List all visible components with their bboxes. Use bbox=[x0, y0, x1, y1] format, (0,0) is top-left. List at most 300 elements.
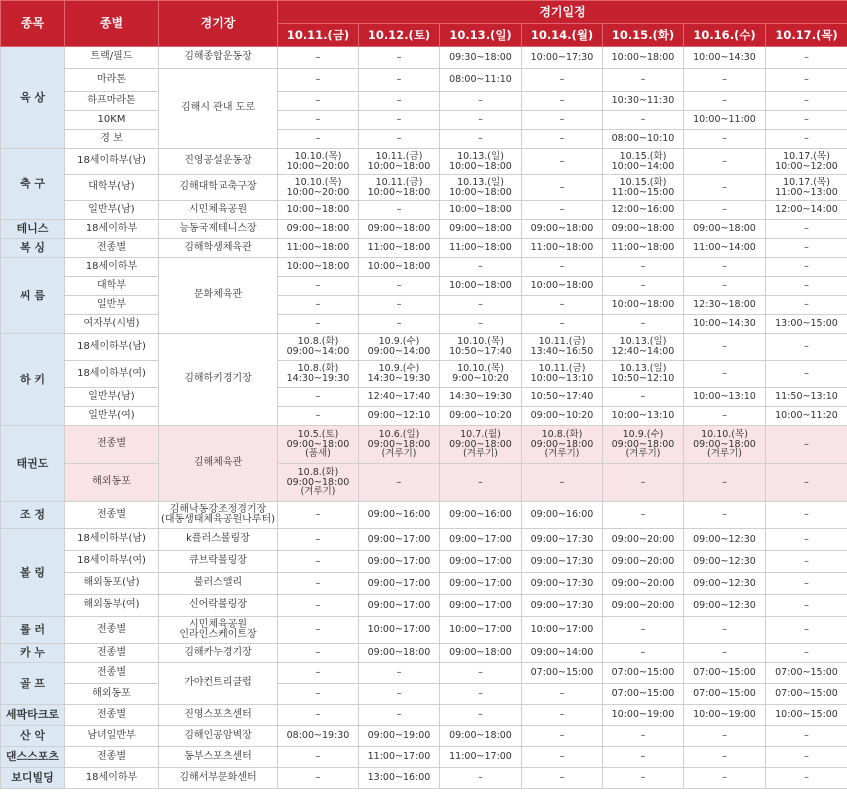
schedule-cell: 11:00~18:00 bbox=[603, 239, 684, 258]
event-name: 18세이하부 bbox=[65, 768, 159, 789]
schedule-cell: 09:00~18:00 bbox=[440, 220, 522, 239]
event-name: 해외동포 bbox=[65, 464, 159, 502]
schedule-cell: 09:00~18:00 bbox=[359, 220, 440, 239]
schedule-cell: 10:00~18:00 bbox=[603, 47, 684, 69]
schedule-cell: 10.13.(일) 10:50~12:10 bbox=[603, 361, 684, 388]
schedule-cell: 10.9.(수) 09:00~14:00 bbox=[359, 334, 440, 361]
schedule-cell: – bbox=[766, 296, 847, 315]
schedule-cell: 09:00~12:10 bbox=[359, 407, 440, 426]
schedule-cell: 10.17.(목) 10:00~12:00 bbox=[766, 149, 847, 175]
schedule-cell: – bbox=[766, 220, 847, 239]
schedule-cell: 10.9.(수) 14:30~19:30 bbox=[359, 361, 440, 388]
schedule-cell: 09:00~20:00 bbox=[603, 595, 684, 617]
schedule-cell: 10:00~18:00 bbox=[359, 258, 440, 277]
schedule-cell: – bbox=[440, 768, 522, 789]
table-row bbox=[1, 726, 847, 747]
schedule-cell: 10:00~18:00 bbox=[278, 258, 359, 277]
schedule-cell: – bbox=[359, 201, 440, 220]
venue-name: 김해낙동강조정경기장 (대동생태체육공원나루터) bbox=[159, 502, 278, 529]
schedule-cell: – bbox=[522, 726, 603, 747]
schedule-cell: 10.13.(일) 10:00~18:00 bbox=[440, 149, 522, 175]
schedule-cell: 10.13.(일) 10:00~18:00 bbox=[440, 175, 522, 201]
schedule-cell: – bbox=[359, 705, 440, 726]
schedule-cell: 11:00~18:00 bbox=[278, 239, 359, 258]
schedule-cell: 10.10.(목) 10:50~17:40 bbox=[440, 334, 522, 361]
table-row bbox=[1, 201, 847, 220]
schedule-cell: 09:00~17:30 bbox=[522, 529, 603, 551]
schedule-cell: – bbox=[359, 130, 440, 149]
schedule-cell: – bbox=[684, 747, 766, 768]
header-event: 종별 bbox=[65, 1, 159, 47]
sport-name: 복 싱 bbox=[1, 239, 65, 258]
venue-name: 김해시 관내 도로 bbox=[159, 69, 278, 149]
schedule-cell: 09:00~12:30 bbox=[684, 529, 766, 551]
schedule-cell: – bbox=[440, 464, 522, 502]
schedule-cell: – bbox=[684, 768, 766, 789]
schedule-cell: 10.15.(화) 10:00~14:00 bbox=[603, 149, 684, 175]
schedule-cell: 10.8.(화) 14:30~19:30 bbox=[278, 361, 359, 388]
table-row bbox=[1, 426, 847, 464]
schedule-cell: 10:00~18:00 bbox=[440, 201, 522, 220]
event-name: 18세이하부 bbox=[65, 220, 159, 239]
schedule-cell: 09:00~18:00 bbox=[684, 220, 766, 239]
event-name: 전종별 bbox=[65, 502, 159, 529]
schedule-cell: – bbox=[766, 768, 847, 789]
table-row bbox=[1, 175, 847, 201]
header-sport: 종목 bbox=[1, 1, 65, 47]
schedule-cell: 10:30~11:30 bbox=[603, 92, 684, 111]
schedule-cell: – bbox=[440, 684, 522, 705]
event-name: 18세이하부(여) bbox=[65, 551, 159, 573]
schedule-cell: 09:30~18:00 bbox=[440, 47, 522, 69]
venue-name: 진영스포츠센터 bbox=[159, 705, 278, 726]
schedule-cell: – bbox=[522, 296, 603, 315]
table-row bbox=[1, 663, 847, 684]
schedule-cell: – bbox=[766, 644, 847, 663]
venue-name: 시민체육공원 bbox=[159, 201, 278, 220]
schedule-cell: 10:00~18:00 bbox=[278, 201, 359, 220]
schedule-cell: – bbox=[278, 315, 359, 334]
schedule-cell: – bbox=[766, 464, 847, 502]
schedule-cell: – bbox=[278, 768, 359, 789]
schedule-cell: 12:00~16:00 bbox=[603, 201, 684, 220]
schedule-cell: – bbox=[766, 361, 847, 388]
venue-name: 능동국제테니스장 bbox=[159, 220, 278, 239]
schedule-cell: – bbox=[278, 502, 359, 529]
schedule-cell: 10.9.(수) 09:00~18:00 (겨루기) bbox=[603, 426, 684, 464]
schedule-cell: – bbox=[278, 130, 359, 149]
event-name: 18세이하부(남) bbox=[65, 334, 159, 361]
schedule-cell: 09:00~17:00 bbox=[440, 529, 522, 551]
table-row bbox=[1, 747, 847, 768]
schedule-cell: – bbox=[603, 111, 684, 130]
schedule-cell: 10:00~13:10 bbox=[684, 388, 766, 407]
schedule-body bbox=[1, 47, 847, 789]
event-name: 18세이하부 bbox=[65, 258, 159, 277]
schedule-cell: 10:00~17:30 bbox=[522, 47, 603, 69]
schedule-cell: – bbox=[603, 502, 684, 529]
schedule-cell: – bbox=[440, 92, 522, 111]
schedule-cell: 08:00~19:30 bbox=[278, 726, 359, 747]
schedule-cell: – bbox=[440, 296, 522, 315]
event-name: 전종별 bbox=[65, 663, 159, 684]
schedule-cell: 10.6.(일) 09:00~18:00 (겨루기) bbox=[359, 426, 440, 464]
schedule-cell: 09:00~12:30 bbox=[684, 595, 766, 617]
venue-name: 시민체육공원 인라인스케이트장 bbox=[159, 617, 278, 644]
sport-name: 씨 름 bbox=[1, 258, 65, 334]
schedule-cell: – bbox=[359, 92, 440, 111]
schedule-cell: 10:00~15:00 bbox=[766, 705, 847, 726]
schedule-cell: 10:00~17:00 bbox=[440, 617, 522, 644]
schedule-cell: – bbox=[684, 175, 766, 201]
schedule-cell: – bbox=[278, 617, 359, 644]
schedule-cell: – bbox=[278, 747, 359, 768]
schedule-cell: – bbox=[522, 705, 603, 726]
schedule-cell: 13:00~16:00 bbox=[359, 768, 440, 789]
schedule-cell: 12:40~17:40 bbox=[359, 388, 440, 407]
schedule-cell: – bbox=[278, 705, 359, 726]
venue-name: 김해종합운동장 bbox=[159, 47, 278, 69]
event-name: 18세이하부(남) bbox=[65, 529, 159, 551]
schedule-cell: – bbox=[522, 175, 603, 201]
schedule-cell: – bbox=[278, 551, 359, 573]
table-row bbox=[1, 407, 847, 426]
schedule-cell: – bbox=[522, 149, 603, 175]
schedule-cell: 08:00~10:10 bbox=[603, 130, 684, 149]
schedule-cell: – bbox=[684, 407, 766, 426]
schedule-cell: 09:00~18:00 bbox=[603, 220, 684, 239]
schedule-cell: 10:00~17:00 bbox=[359, 617, 440, 644]
schedule-cell: 09:00~18:00 bbox=[440, 726, 522, 747]
venue-name: 김해체육관 bbox=[159, 426, 278, 502]
table-row bbox=[1, 220, 847, 239]
event-name: 해외동부(여) bbox=[65, 595, 159, 617]
header-date: 10.17.(목) bbox=[766, 24, 847, 47]
schedule-cell: 09:00~17:00 bbox=[440, 573, 522, 595]
event-name: 대학부(남) bbox=[65, 175, 159, 201]
schedule-cell: – bbox=[278, 92, 359, 111]
event-name: 경 보 bbox=[65, 130, 159, 149]
schedule-cell: – bbox=[359, 315, 440, 334]
event-name: 전종별 bbox=[65, 644, 159, 663]
schedule-cell: 10:00~19:00 bbox=[603, 705, 684, 726]
schedule-cell: 09:00~12:30 bbox=[684, 551, 766, 573]
sport-name: 롤 러 bbox=[1, 617, 65, 644]
table-row bbox=[1, 239, 847, 258]
schedule-cell: – bbox=[684, 644, 766, 663]
sport-name: 골 프 bbox=[1, 663, 65, 705]
schedule-cell: – bbox=[766, 258, 847, 277]
schedule-cell: 09:00~17:00 bbox=[440, 595, 522, 617]
sport-name: 테니스 bbox=[1, 220, 65, 239]
schedule-cell: – bbox=[278, 69, 359, 92]
venue-name: 김해카누경기장 bbox=[159, 644, 278, 663]
schedule-cell: 09:00~17:30 bbox=[522, 595, 603, 617]
schedule-cell: 07:00~15:00 bbox=[766, 663, 847, 684]
schedule-cell: – bbox=[684, 502, 766, 529]
sport-name: 카 누 bbox=[1, 644, 65, 663]
schedule-cell: 10.11.(금) 10:00~18:00 bbox=[359, 149, 440, 175]
schedule-cell: – bbox=[278, 296, 359, 315]
table-row bbox=[1, 573, 847, 595]
schedule-cell: – bbox=[684, 149, 766, 175]
schedule-cell: – bbox=[522, 768, 603, 789]
table-row bbox=[1, 277, 847, 296]
venue-name: k플러스볼링장 bbox=[159, 529, 278, 551]
schedule-cell: – bbox=[684, 277, 766, 296]
schedule-cell: – bbox=[603, 726, 684, 747]
schedule-cell: 07:00~15:00 bbox=[603, 684, 684, 705]
schedule-cell: 11:00~18:00 bbox=[522, 239, 603, 258]
schedule-cell: 09:00~16:00 bbox=[440, 502, 522, 529]
schedule-cell: – bbox=[684, 69, 766, 92]
schedule-cell: – bbox=[766, 529, 847, 551]
schedule-cell: 10.10.(목) 10:00~20:00 bbox=[278, 149, 359, 175]
schedule-cell: – bbox=[766, 47, 847, 69]
schedule-cell: 10.13.(일) 12:40~14:00 bbox=[603, 334, 684, 361]
schedule-cell: 09:00~14:00 bbox=[522, 644, 603, 663]
schedule-cell: 10.11.(금) 13:40~16:50 bbox=[522, 334, 603, 361]
schedule-cell: 07:00~15:00 bbox=[522, 663, 603, 684]
table-row bbox=[1, 296, 847, 315]
schedule-cell: – bbox=[684, 201, 766, 220]
schedule-cell: – bbox=[522, 315, 603, 334]
table-row bbox=[1, 551, 847, 573]
event-name: 10KM bbox=[65, 111, 159, 130]
schedule-cell: 09:00~10:20 bbox=[440, 407, 522, 426]
schedule-cell: – bbox=[766, 239, 847, 258]
schedule-cell: – bbox=[766, 426, 847, 464]
schedule-cell: 11:00~18:00 bbox=[359, 239, 440, 258]
schedule-cell: 10.11.(금) 10:00~18:00 bbox=[359, 175, 440, 201]
venue-name: 진영공설운동장 bbox=[159, 149, 278, 175]
schedule-cell: – bbox=[278, 111, 359, 130]
schedule-cell: – bbox=[603, 315, 684, 334]
schedule-cell: – bbox=[522, 130, 603, 149]
schedule-cell: – bbox=[359, 684, 440, 705]
table-row bbox=[1, 617, 847, 644]
schedule-cell: – bbox=[766, 617, 847, 644]
header-date: 10.16.(수) bbox=[684, 24, 766, 47]
table-row bbox=[1, 595, 847, 617]
sport-name: 육 상 bbox=[1, 47, 65, 149]
schedule-cell: – bbox=[603, 277, 684, 296]
schedule-cell: 10.5.(토) 09:00~18:00 (품새) bbox=[278, 426, 359, 464]
schedule-cell: – bbox=[603, 258, 684, 277]
event-name: 일반부 bbox=[65, 296, 159, 315]
schedule-cell: – bbox=[522, 69, 603, 92]
schedule-cell: – bbox=[278, 644, 359, 663]
event-name: 대학부 bbox=[65, 277, 159, 296]
schedule-cell: – bbox=[766, 747, 847, 768]
schedule-cell: – bbox=[278, 684, 359, 705]
schedule-cell: – bbox=[278, 388, 359, 407]
event-name: 해외동포 bbox=[65, 684, 159, 705]
schedule-cell: – bbox=[603, 644, 684, 663]
sport-name: 댄스스포츠 bbox=[1, 747, 65, 768]
schedule-cell: – bbox=[278, 663, 359, 684]
schedule-cell: 09:00~17:00 bbox=[359, 529, 440, 551]
schedule-cell: 11:00~18:00 bbox=[440, 239, 522, 258]
event-name: 여자부(시범) bbox=[65, 315, 159, 334]
schedule-cell: – bbox=[766, 130, 847, 149]
schedule-cell: 10.17.(목) 11:00~13:00 bbox=[766, 175, 847, 201]
event-name: 전종별 bbox=[65, 426, 159, 464]
schedule-cell: 10:00~17:00 bbox=[522, 617, 603, 644]
schedule-cell: – bbox=[359, 111, 440, 130]
table-row bbox=[1, 529, 847, 551]
header-date: 10.14.(월) bbox=[522, 24, 603, 47]
schedule-cell: – bbox=[684, 258, 766, 277]
schedule-cell: 10:00~18:00 bbox=[603, 296, 684, 315]
schedule-cell: – bbox=[440, 111, 522, 130]
sport-name: 하 키 bbox=[1, 334, 65, 426]
schedule-cell: – bbox=[684, 726, 766, 747]
schedule-cell: – bbox=[440, 315, 522, 334]
schedule-cell: – bbox=[522, 258, 603, 277]
schedule-cell: – bbox=[522, 92, 603, 111]
table-row bbox=[1, 258, 847, 277]
schedule-cell: – bbox=[766, 92, 847, 111]
schedule-cell: 10:00~14:30 bbox=[684, 47, 766, 69]
sport-name: 축 구 bbox=[1, 149, 65, 220]
schedule-cell: 07:00~15:00 bbox=[766, 684, 847, 705]
sport-name: 태권도 bbox=[1, 426, 65, 502]
event-name: 해외동포(남) bbox=[65, 573, 159, 595]
schedule-cell: 09:00~16:00 bbox=[522, 502, 603, 529]
header-date: 10.11.(금) bbox=[278, 24, 359, 47]
sport-name: 산 악 bbox=[1, 726, 65, 747]
schedule-cell: 10:00~11:00 bbox=[684, 111, 766, 130]
schedule-cell: – bbox=[359, 296, 440, 315]
table-row bbox=[1, 768, 847, 789]
schedule-cell: 12:30~18:00 bbox=[684, 296, 766, 315]
schedule-cell: 10.8.(화) 09:00~18:00 (겨루기) bbox=[278, 464, 359, 502]
schedule-cell: 09:00~17:00 bbox=[359, 573, 440, 595]
schedule-cell: – bbox=[440, 663, 522, 684]
schedule-cell: 10.15.(화) 11:00~15:00 bbox=[603, 175, 684, 201]
schedule-cell: – bbox=[522, 464, 603, 502]
event-name: 일반부(여) bbox=[65, 407, 159, 426]
schedule-cell: 09:00~18:00 bbox=[359, 644, 440, 663]
schedule-cell: 10:00~14:30 bbox=[684, 315, 766, 334]
schedule-cell: – bbox=[766, 595, 847, 617]
schedule-cell: – bbox=[766, 277, 847, 296]
schedule-cell: 09:00~20:00 bbox=[603, 529, 684, 551]
schedule-cell: – bbox=[766, 573, 847, 595]
schedule-cell: – bbox=[359, 47, 440, 69]
schedule-cell: – bbox=[359, 464, 440, 502]
schedule-cell: 09:00~16:00 bbox=[359, 502, 440, 529]
schedule-cell: – bbox=[684, 130, 766, 149]
venue-name: 김해대학교축구장 bbox=[159, 175, 278, 201]
event-name: 일반부(남) bbox=[65, 388, 159, 407]
event-name: 전종별 bbox=[65, 747, 159, 768]
table-row bbox=[1, 644, 847, 663]
event-name: 전종별 bbox=[65, 239, 159, 258]
schedule-cell: – bbox=[603, 464, 684, 502]
schedule-cell: 11:00~14:00 bbox=[684, 239, 766, 258]
schedule-cell: 10.11.(금) 10:00~13:10 bbox=[522, 361, 603, 388]
schedule-cell: – bbox=[603, 69, 684, 92]
sport-name: 세팍타크로 bbox=[1, 705, 65, 726]
schedule-cell: – bbox=[766, 502, 847, 529]
schedule-cell: – bbox=[766, 551, 847, 573]
schedule-cell: 12:00~14:00 bbox=[766, 201, 847, 220]
schedule-cell: – bbox=[766, 334, 847, 361]
schedule-cell: 10:00~13:10 bbox=[603, 407, 684, 426]
schedule-cell: 07:00~15:00 bbox=[603, 663, 684, 684]
schedule-cell: – bbox=[522, 201, 603, 220]
schedule-cell: 10.8.(화) 09:00~14:00 bbox=[278, 334, 359, 361]
event-name: 18세이하부(남) bbox=[65, 149, 159, 175]
schedule-cell: 07:00~15:00 bbox=[684, 663, 766, 684]
schedule-cell: – bbox=[766, 726, 847, 747]
schedule-cell: 09:00~18:00 bbox=[278, 220, 359, 239]
table-row bbox=[1, 69, 847, 92]
table-row bbox=[1, 111, 847, 130]
schedule-cell: 10.10.(목) 10:00~20:00 bbox=[278, 175, 359, 201]
schedule-cell: 07:00~15:00 bbox=[684, 684, 766, 705]
venue-name: 김해서부문화센터 bbox=[159, 768, 278, 789]
schedule-cell: 09:00~17:00 bbox=[359, 551, 440, 573]
schedule-cell: 10.8.(화) 09:00~18:00 (겨루기) bbox=[522, 426, 603, 464]
schedule-cell: – bbox=[603, 747, 684, 768]
schedule-cell: – bbox=[684, 361, 766, 388]
schedule-cell: 10:50~17:40 bbox=[522, 388, 603, 407]
sport-name: 조 정 bbox=[1, 502, 65, 529]
venue-name: 김해하키경기장 bbox=[159, 334, 278, 426]
schedule-cell: 10:00~11:20 bbox=[766, 407, 847, 426]
schedule-cell: 10.10.(목) 09:00~18:00 (겨루기) bbox=[684, 426, 766, 464]
schedule-cell: 10:00~18:00 bbox=[440, 277, 522, 296]
schedule-cell: 09:00~18:00 bbox=[440, 644, 522, 663]
event-name: 하프마라톤 bbox=[65, 92, 159, 111]
table-row bbox=[1, 684, 847, 705]
schedule-cell: – bbox=[278, 529, 359, 551]
event-name: 전종별 bbox=[65, 705, 159, 726]
schedule-cell: 09:00~12:30 bbox=[684, 573, 766, 595]
sport-name: 보디빌딩 bbox=[1, 768, 65, 789]
schedule-cell: 08:00~11:10 bbox=[440, 69, 522, 92]
schedule-cell: – bbox=[522, 111, 603, 130]
schedule-cell: – bbox=[603, 617, 684, 644]
schedule-cell: 10:00~18:00 bbox=[522, 277, 603, 296]
event-name: 일반부(남) bbox=[65, 201, 159, 220]
venue-name: 동부스포츠센터 bbox=[159, 747, 278, 768]
header-venue: 경기장 bbox=[159, 1, 278, 47]
schedule-cell: 10.7.(월) 09:00~18:00 (겨루기) bbox=[440, 426, 522, 464]
schedule-cell: 10.10.(목) 9:00~10:20 bbox=[440, 361, 522, 388]
schedule-cell: 10:00~19:00 bbox=[684, 705, 766, 726]
schedule-cell: – bbox=[359, 277, 440, 296]
header-date: 10.13.(일) bbox=[440, 24, 522, 47]
schedule-cell: 09:00~17:00 bbox=[359, 595, 440, 617]
schedule-cell: 11:50~13:10 bbox=[766, 388, 847, 407]
header-date: 10.15.(화) bbox=[603, 24, 684, 47]
table-row bbox=[1, 464, 847, 502]
schedule-cell: – bbox=[278, 407, 359, 426]
table-row bbox=[1, 334, 847, 361]
table-row bbox=[1, 92, 847, 111]
event-name: 트랙/필드 bbox=[65, 47, 159, 69]
table-row bbox=[1, 130, 847, 149]
table-row bbox=[1, 502, 847, 529]
table-row bbox=[1, 149, 847, 175]
schedule-cell: 13:00~15:00 bbox=[766, 315, 847, 334]
schedule-cell: – bbox=[440, 130, 522, 149]
venue-name: 불러스앨리 bbox=[159, 573, 278, 595]
